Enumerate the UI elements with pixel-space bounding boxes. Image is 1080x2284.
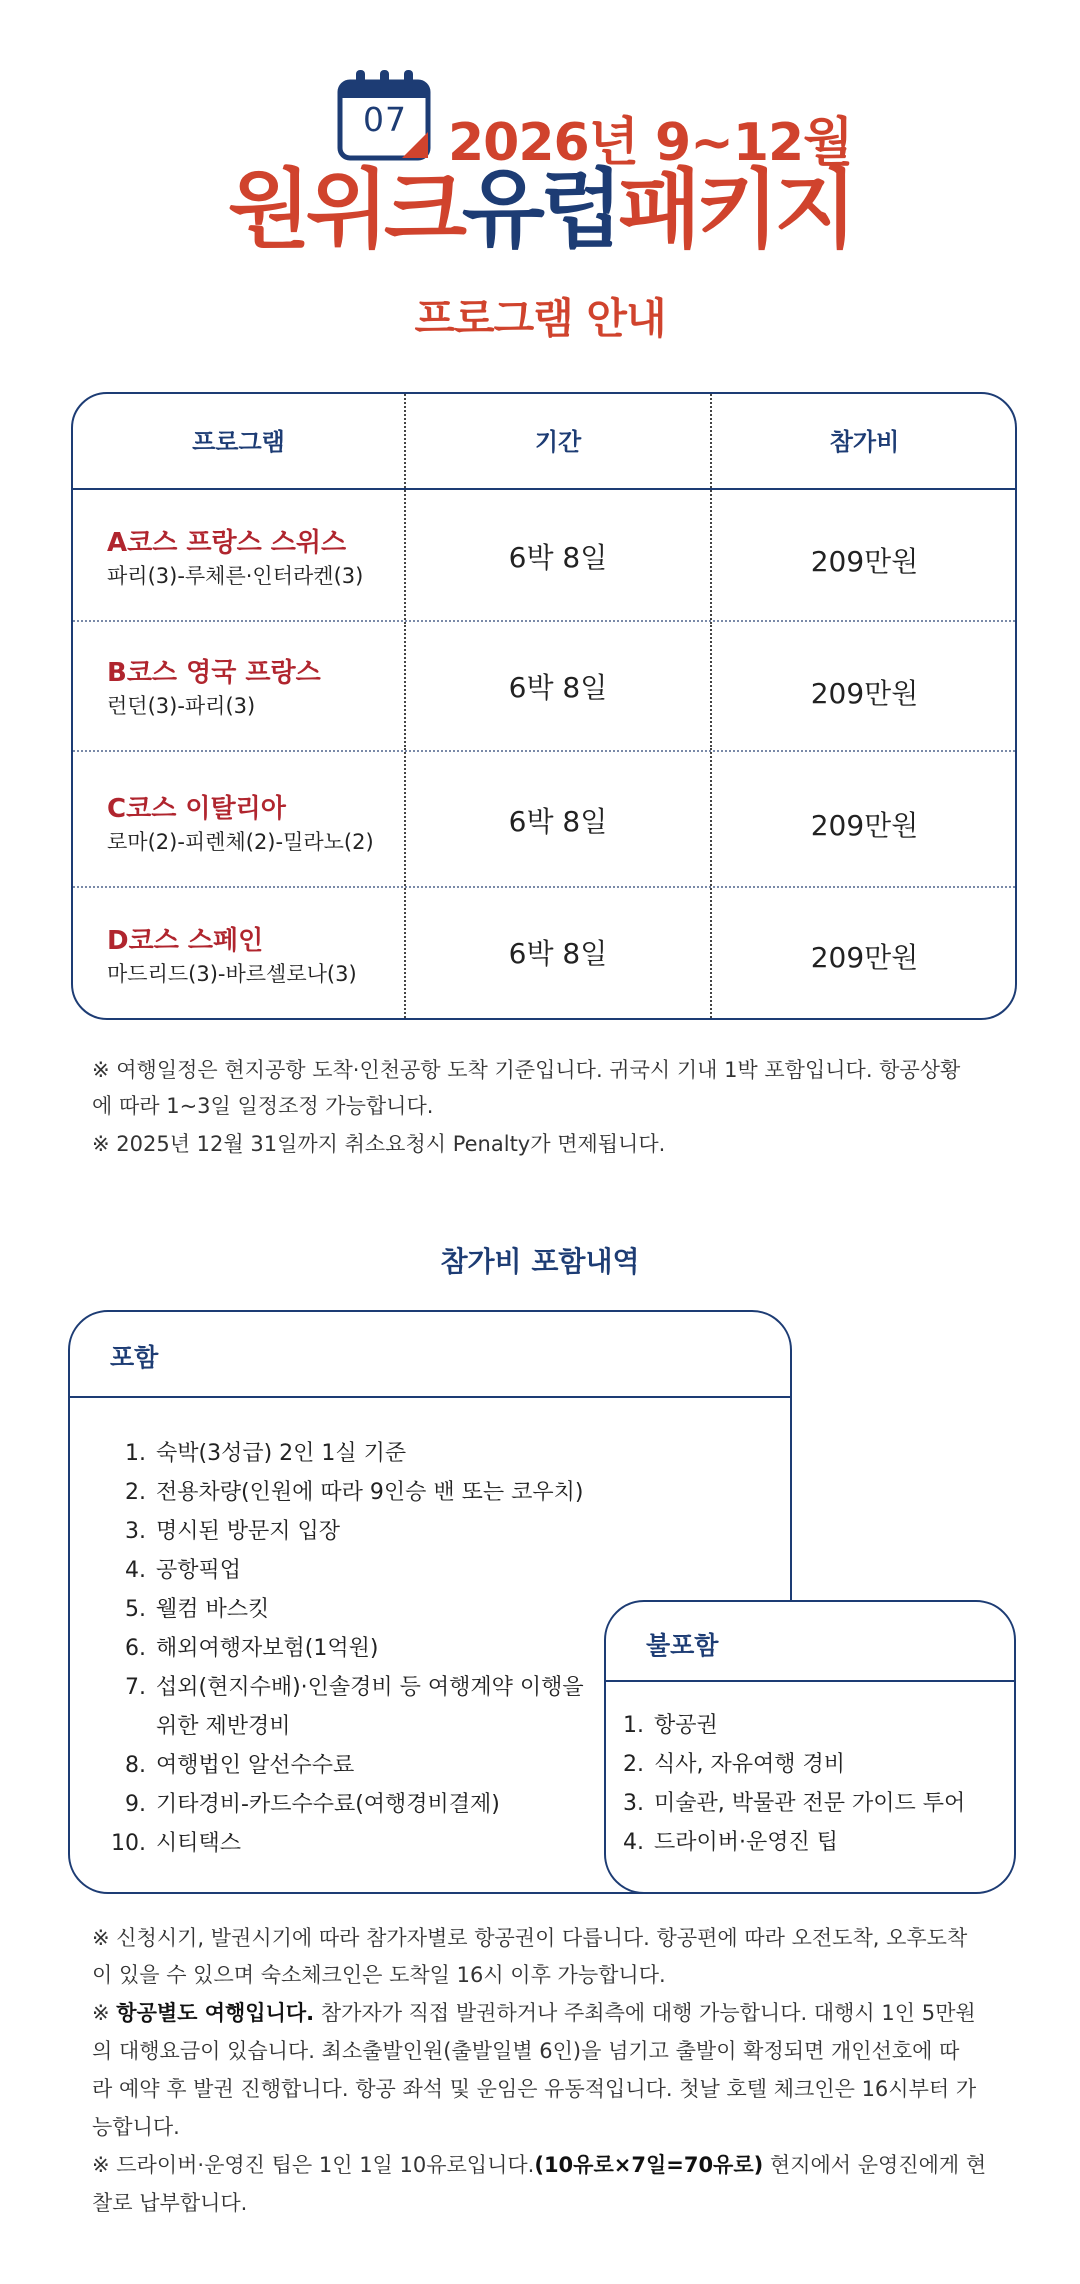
note-line: ※ 신청시기, 발권시기에 따라 참가자별로 항공권이 다릅니다. 항공편에 따라 오전도착, 오후도착 bbox=[92, 1926, 968, 1950]
table-row bbox=[73, 750, 1015, 886]
header-period: 기간 bbox=[534, 428, 582, 456]
excluded-box-header bbox=[606, 1602, 1014, 1682]
list-item: 4. 공항픽업 bbox=[125, 1558, 242, 1583]
header-program: 프로그램 bbox=[192, 428, 285, 456]
list-item: 4. 드라이버·운영진 팁 bbox=[623, 1830, 839, 1855]
calendar-number: 07 bbox=[363, 100, 407, 139]
table-row bbox=[73, 620, 1015, 750]
list-item-continuation: 위한 제반경비 bbox=[156, 1714, 291, 1739]
date-range: 2026년 9~12월 bbox=[448, 113, 853, 173]
note-line: 에 따라 1~3일 일정조정 가능합니다. bbox=[92, 1094, 434, 1118]
list-item: 3. 명시된 방문지 입장 bbox=[125, 1519, 341, 1544]
program-table bbox=[71, 392, 1017, 1020]
note-emphasis: 항공별도 여행입니다. bbox=[116, 2001, 315, 2025]
course-route: 로마(2)-피렌체(2)-밀라노(2) bbox=[107, 830, 374, 854]
title-part-1: 원위크 bbox=[227, 160, 462, 260]
note-emphasis: (10유로×7일=70유로) bbox=[534, 2153, 764, 2177]
note-line: 라 예약 후 발권 진행합니다. 항공 좌석 및 운임은 유동적입니다. 첫날 호텔 체크인은 16시부터 가 bbox=[92, 2077, 977, 2101]
title-part-2: 유럽 bbox=[461, 160, 619, 260]
course-name: C코스 이탈리아 bbox=[107, 794, 286, 824]
list-item: 2. 전용차량(인원에 따라 9인승 밴 또는 코우치) bbox=[125, 1480, 584, 1505]
excluded-title: 불포함 bbox=[646, 1631, 719, 1660]
inclusions-section-title: 참가비 포함내역 bbox=[440, 1245, 640, 1278]
note-line: ※ 항공별도 여행입니다. 참가자가 직접 발권하거나 주최측에 대행 가능합니다. 대행시 1인 5만원 bbox=[92, 2001, 976, 2025]
table-row bbox=[73, 886, 1015, 1020]
note-line: 능합니다. bbox=[92, 2115, 180, 2139]
list-item: 9. 기타경비-카드수수료(여행경비결제) bbox=[125, 1792, 500, 1817]
course-fee: 209만원 bbox=[810, 809, 919, 842]
course-period: 6박 8일 bbox=[508, 937, 608, 970]
included-box-header bbox=[70, 1312, 790, 1398]
list-item: 10. 시티택스 bbox=[111, 1831, 242, 1856]
note-line: 찰로 납부합니다. bbox=[92, 2191, 248, 2215]
course-fee: 209만원 bbox=[810, 545, 919, 578]
course-period: 6박 8일 bbox=[508, 805, 608, 838]
course-fee: 209만원 bbox=[810, 677, 919, 710]
list-item: 5. 웰컴 바스킷 bbox=[125, 1597, 270, 1622]
list-item: 3. 미술관, 박물관 전문 가이드 투어 bbox=[623, 1791, 966, 1816]
note-line: ※ 2025년 12월 31일까지 취소요청시 Penalty가 면제됩니다. bbox=[92, 1132, 666, 1156]
page-header bbox=[0, 0, 1080, 360]
course-name: A코스 프랑스 스위스 bbox=[107, 528, 347, 558]
list-item: 1. 항공권 bbox=[623, 1713, 718, 1738]
course-fee: 209만원 bbox=[810, 941, 919, 974]
course-name: D코스 스페인 bbox=[107, 926, 264, 956]
included-title: 포함 bbox=[110, 1343, 159, 1372]
list-item: 1. 숙박(3성급) 2인 1실 기준 bbox=[125, 1441, 407, 1466]
table-row bbox=[73, 490, 1015, 620]
course-route: 런던(3)-파리(3) bbox=[107, 694, 256, 718]
note-line: ※ 드라이버·운영진 팁은 1인 1일 10유로입니다.(10유로×7일=70유로) 현지에서 운영진에게 현 bbox=[92, 2153, 987, 2177]
course-period: 6박 8일 bbox=[508, 541, 608, 574]
list-item: 2. 식사, 자유여행 경비 bbox=[623, 1752, 845, 1777]
page-title bbox=[0, 160, 1080, 260]
list-item: 7. 섭외(현지수배)·인솔경비 등 여행계약 이행을 bbox=[125, 1675, 584, 1700]
course-period: 6박 8일 bbox=[508, 671, 608, 704]
course-route: 마드리드(3)-바르셀로나(3) bbox=[107, 962, 357, 986]
program-subtitle: 프로그램 안내 bbox=[414, 294, 666, 343]
header-fee: 참가비 bbox=[829, 428, 900, 456]
excluded-box bbox=[604, 1600, 1016, 1894]
note-line: 의 대행요금이 있습니다. 최소출발인원(출발일별 6인)을 넘기고 출발이 확정되면 개인선호에 따 bbox=[92, 2039, 960, 2063]
list-item: 6. 해외여행자보험(1억원) bbox=[125, 1636, 379, 1661]
course-name: B코스 영국 프랑스 bbox=[107, 658, 321, 688]
title-part-3: 패키지 bbox=[618, 160, 853, 260]
list-item: 8. 여행법인 알선수수료 bbox=[125, 1753, 355, 1778]
note-line: 이 있을 수 있으며 숙소체크인은 도착일 16시 이후 가능합니다. bbox=[92, 1963, 666, 1987]
note-line: ※ 여행일정은 현지공항 도착·인천공항 도착 기준입니다. 귀국시 기내 1박 포함입니다. 항공상황 bbox=[92, 1058, 961, 1082]
table-header bbox=[73, 394, 1015, 490]
course-route: 파리(3)-루체른·인터라켄(3) bbox=[107, 564, 364, 588]
